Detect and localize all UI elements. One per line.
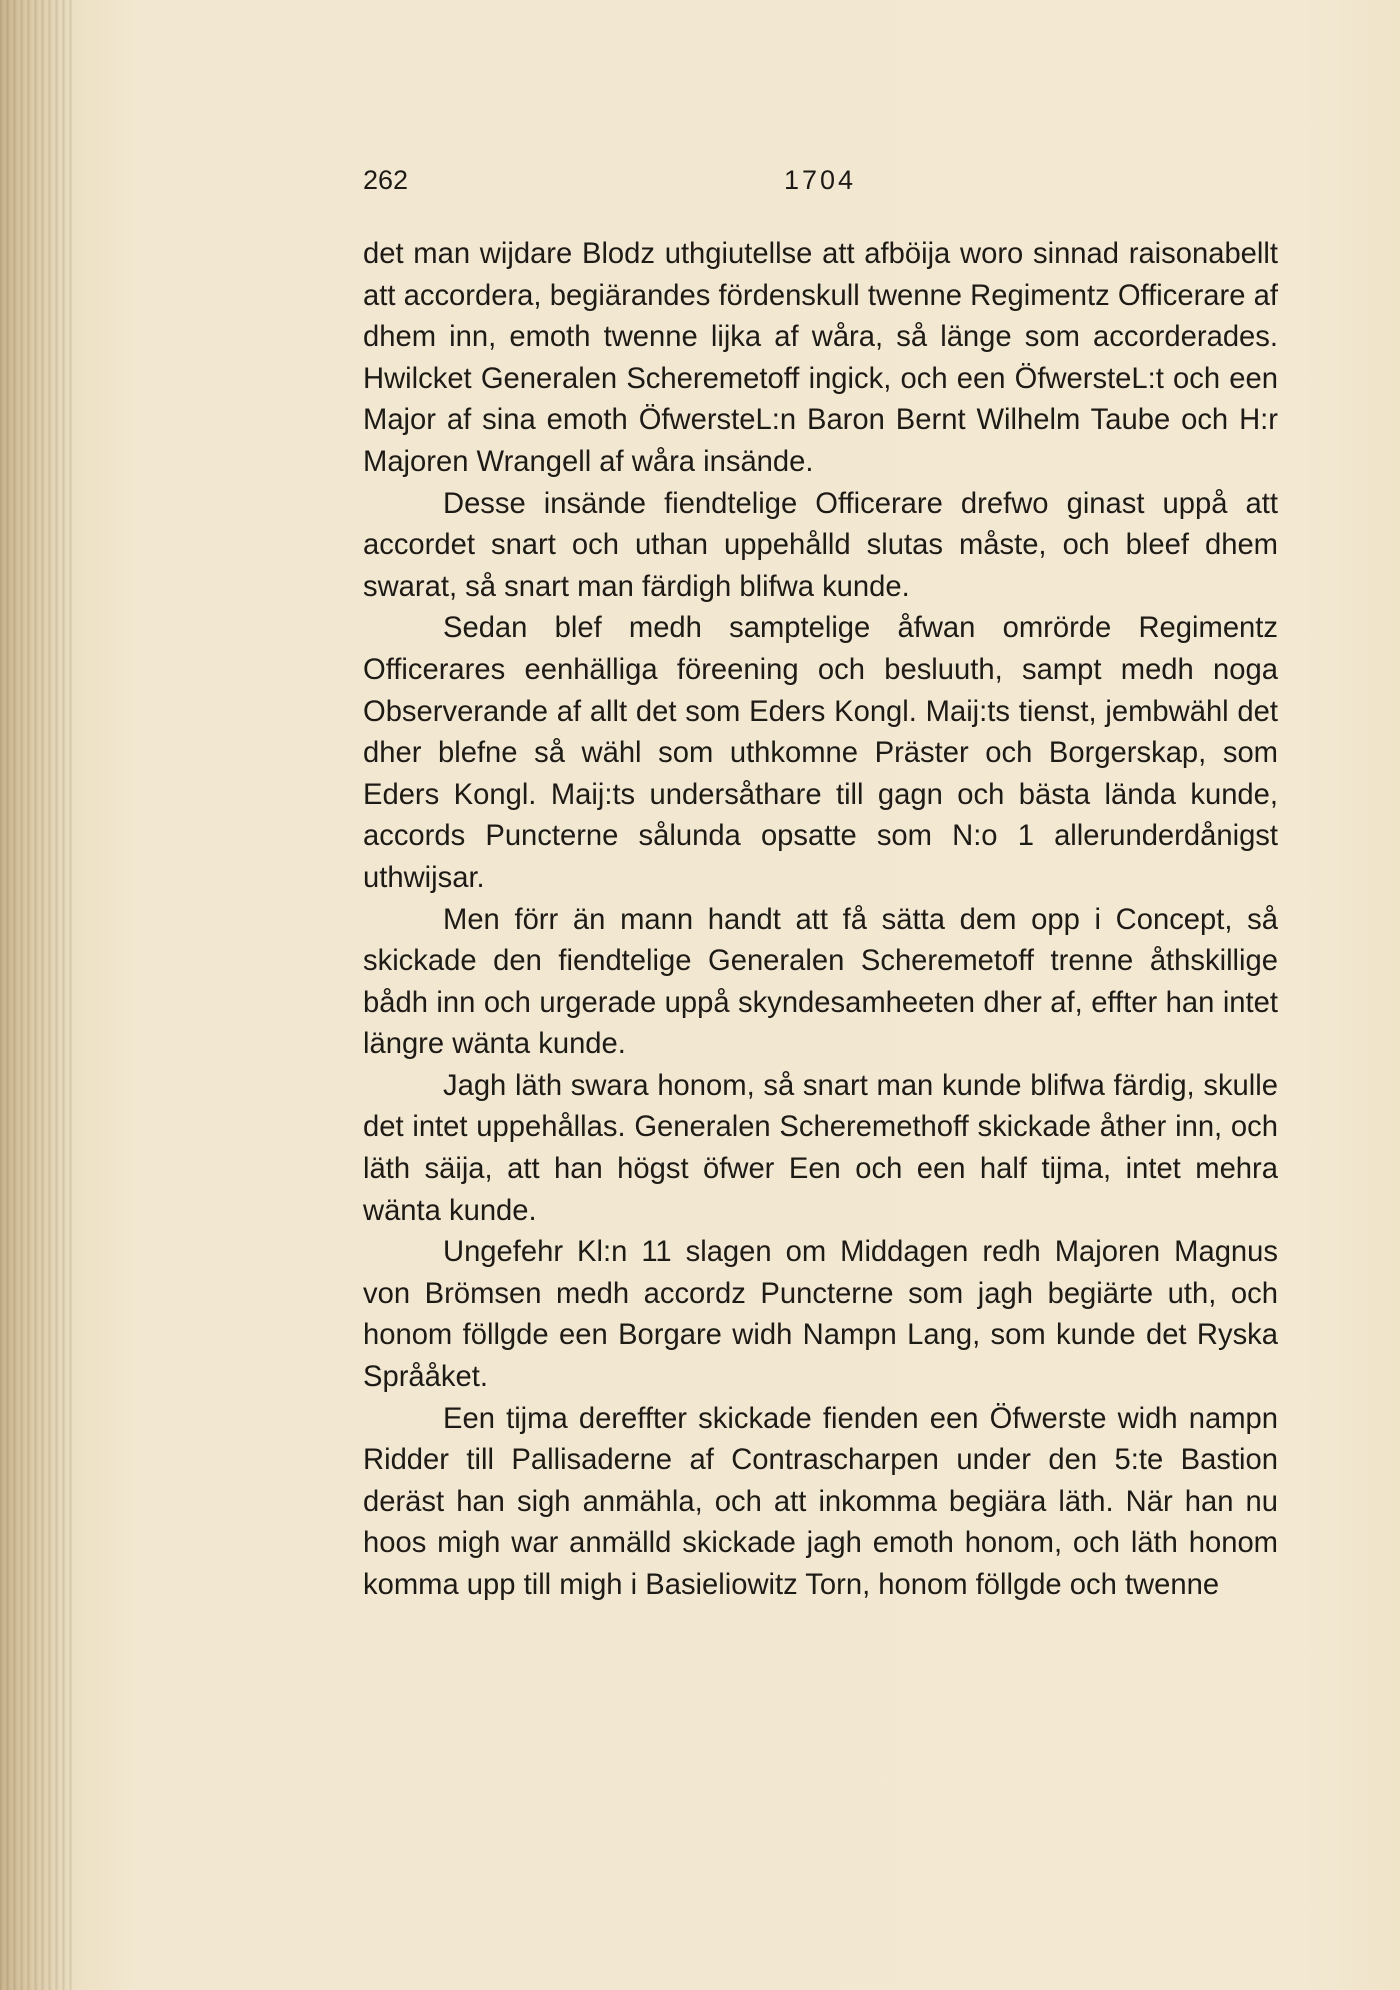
- running-header: [363, 165, 863, 205]
- running-head-year: 1704: [784, 165, 857, 195]
- page-number: 262: [363, 165, 409, 195]
- body-text: [363, 234, 1278, 1607]
- paragraph: Desse insände fiendtelige Officerare drefwo ginast uppå att accordet snart och uthan uppehålld slutas måste, och bleef dhem swarat, så snart man färdigh blifwa kunde.: [363, 487, 1278, 603]
- paragraph: Een tijma dereffter skickade fienden een Öfwerste widh nampn Ridder till Pallisaderne af Contrascharpen under den 5:te Bastion deräst han sigh anmähla, och att inkomma begiära läth. När han nu hoos migh war anmälld skickade jagh emoth honom, och läth honom komma upp till migh i Basieliowitz Torn, honom föllgde och twenne: [363, 1402, 1278, 1601]
- paragraph: det man wijdare Blodz uthgiutellse att afböija woro sinnad raisonabellt att accordera, begiärandes fördenskull twenne Regimentz Officerare af dhem inn, emoth twenne lijka af wåra, så länge som accorderades. Hwilcket Generalen Scheremetoff ingick, och een ÖfwersteL:t och een Major af sina emoth ÖfwersteL:n Baron Bernt Wilhelm Taube och H:r Majoren Wrangell af wåra insände.: [363, 238, 1278, 478]
- paragraph: Men förr än mann handt att få sätta dem opp i Concept, så skickade den fiendtelige Generalen Scheremetoff trenne åthskillige bådh inn och urgerade uppå skyndesamheeten dher af, effter han intet längre wänta kunde.: [363, 903, 1278, 1061]
- paragraph: Jagh läth swara honom, så snart man kunde blifwa färdig, skulle det intet uppehållas. Generalen Scheremethoff skickade åther inn, och läth säija, att han högst öfwer Een och een half tijma, intet mehra wänta kunde.: [363, 1069, 1278, 1227]
- paragraph: Ungefehr Kl:n 11 slagen om Middagen redh Majoren Magnus von Brömsen medh accordz Puncterne som jagh begiärte uth, och honom föllgde een Borgare widh Nampn Lang, som kunde det Ryska Språåket.: [363, 1236, 1278, 1394]
- paragraph: Sedan blef medh samptelige åfwan omrörde Regimentz Officerares eenhälliga föreening och besluuth, sampt medh noga Observerande af allt det som Eders Kongl. Maij:ts tienst, jembwähl det dher blefne så wähl som uthkomne Präster och Borgerskap, som Eders Kongl. Maij:ts undersåthare till gagn och bästa lända kunde, accords Puncterne sålunda opsatte som N:o 1 allerunderdånigst uthwijsar.: [363, 612, 1278, 894]
- page-binding-edge: [0, 0, 72, 1990]
